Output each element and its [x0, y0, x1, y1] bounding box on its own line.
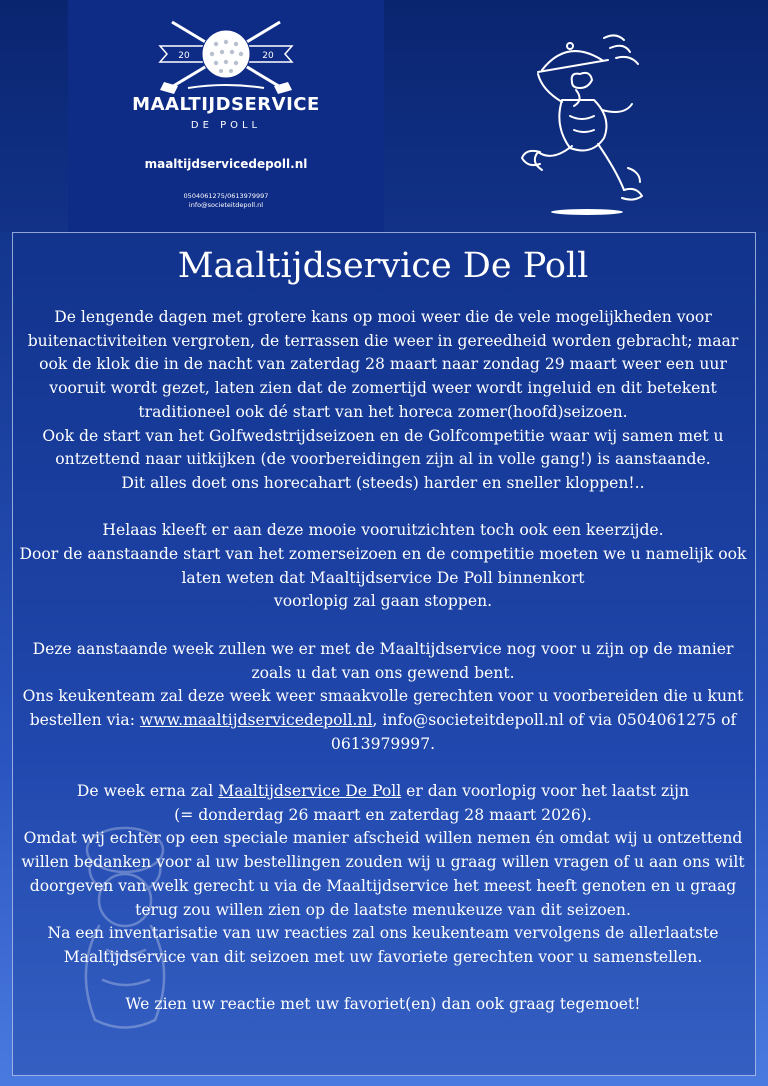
- logo-subtitle: DE POLL: [190, 120, 262, 131]
- text-segment: er dan voorlopig voor het laatst zijn: [401, 782, 690, 801]
- logo-email[interactable]: info@societeitdepoll.nl: [188, 201, 264, 209]
- paragraph: Na een inventarisatie van uw reacties zal ons keukenteam vervolgens de allerlaatste Maaltijdservice van dit seizoen met uw favoriete gerechten voor u samenstellen.: [47, 924, 719, 966]
- closing-line: We zien uw reactie met uw favoriet(en) dan ook graag tegemoet!: [125, 995, 641, 1014]
- text-segment: , info@societeitdepoll.nl of via 0504061275 of 0613979997.: [330, 710, 737, 753]
- logo-website[interactable]: maaltijdservicedepoll.nl: [144, 157, 308, 171]
- paragraph: Deze aanstaande week zullen we er met de Maaltijdservice nog voor u zijn op de manier zoals u dat van ons gewend bent.: [32, 639, 734, 682]
- page-title: Maaltijdservice De Poll: [177, 246, 589, 286]
- paragraph: [18, 685, 748, 756]
- paragraph: Helaas kleeft er aan deze mooie vooruitzichten toch ook een keerzijde.: [102, 521, 664, 540]
- paragraph: Door de aanstaande start van het zomerseizoen en de competitie moeten we u namelijk ook laten weten dat Maaltijdservice De Poll binnenkort: [19, 545, 747, 587]
- paragraph: (= donderdag 26 maart en zaterdag 28 maart 2026).: [174, 805, 592, 824]
- text-segment: De week erna zal: [76, 782, 219, 801]
- maaltijdservice-link[interactable]: Maaltijdservice De Poll: [218, 782, 402, 801]
- paragraph: voorlopig zal gaan stoppen.: [273, 592, 493, 611]
- website-link[interactable]: www.maaltijdservicedepoll.nl: [139, 710, 373, 729]
- paragraph: Omdat wij echter op een speciale manier afscheid willen nemen én omdat wij u ontzettend willen bedanken voor al uw bestellingen zouden wij u graag willen vragen of u aan ons wilt doorgeven van welk gerecht u via de Maaltijdservice het meest heeft genoten en u graag terug zou willen zien op de laatste menukeuze van dit seizoen.: [21, 829, 745, 919]
- paragraph: De lengende dagen met grotere kans op mooi weer die de vele mogelijkheden voor buitenactiviteiten vergroten, de terrassen die weer in gereedheid worden gebracht; maar ook de klok die in de nacht van zaterdag 28 maart naar zondag 29 maart weer een uur vooruit wordt gezet, laten zien dat de zomertijd weer wordt ingeluid en dit betekent traditioneel ook dé start van het horeca zomer(hoofd)seizoen.: [27, 308, 739, 421]
- logo-title: MAALTIJDSERVICE: [132, 94, 320, 115]
- paragraph: Dit alles doet ons horecahart (steeds) harder en sneller kloppen!..: [121, 473, 645, 492]
- paragraph: [18, 780, 748, 804]
- golf-ball-crossed-clubs-icon: [68, 14, 384, 94]
- running-chef-icon: [512, 30, 662, 220]
- body-text: [18, 306, 748, 1017]
- logo-phone: 0504061275/0613979997: [183, 192, 269, 200]
- paragraph: Ook de start van het Golfwedstrijdseizoen en de Golfcompetitie waar wij samen met u ontzettend naar uitkijken (de voorbereidingen zijn al in volle gang!) is aanstaande.: [42, 426, 724, 469]
- logo[interactable]: [68, 0, 384, 232]
- logo-year-right: 20: [262, 51, 274, 61]
- text-segment: Ons keukenteam zal deze week weer smaakvolle gerechten voor u voorbereiden die u kunt bestellen via:: [22, 687, 744, 729]
- logo-year-left: 20: [178, 51, 190, 61]
